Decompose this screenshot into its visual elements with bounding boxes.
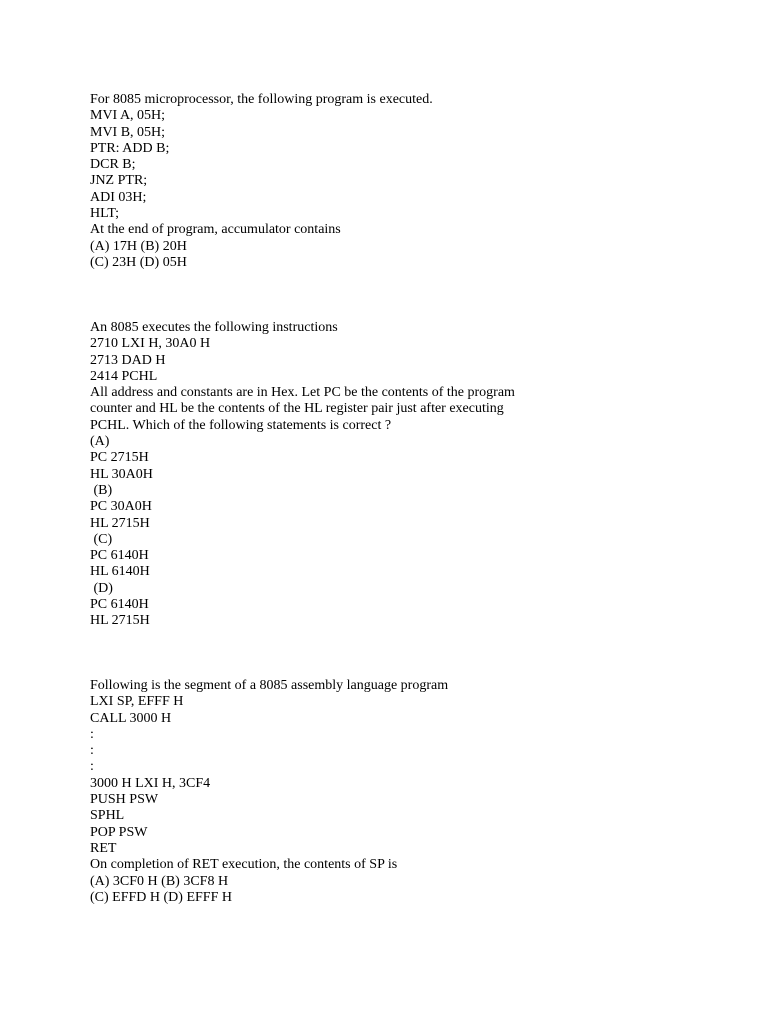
q1-line: MVI B, 05H; (90, 124, 166, 140)
q3-line: 3000 H LXI H, 3CF4 (90, 775, 211, 791)
q3-line: PUSH PSW (90, 792, 159, 808)
q1-line: At the end of program, accumulator contains (90, 222, 341, 238)
q3-ellipsis-line: : (90, 726, 94, 742)
q3-line: On completion of RET execution, the contents of SP is (90, 857, 398, 873)
q1-line: PTR: ADD B; (90, 140, 170, 156)
q3-options-line: (A) 3CF0 H (B) 3CF8 H (90, 873, 229, 889)
q1-line: For 8085 microprocessor, the following program is executed. (90, 92, 433, 107)
q1-line: MVI A, 05H; (90, 108, 166, 124)
q2-option-line: HL 30A0H (90, 466, 153, 482)
q2-option-line: HL 2715H (90, 515, 150, 531)
q2-line: PCHL. Which of the following statements is correct ? (90, 417, 392, 433)
q3-options-line: (C) EFFD H (D) EFFF H (90, 889, 232, 905)
q3-ellipsis-line: : (90, 743, 94, 759)
q2-option-line: PC 6140H (90, 548, 149, 564)
q2-line: 2710 LXI H, 30A0 H (90, 336, 211, 352)
q2-line: An 8085 executes the following instructions (90, 320, 338, 335)
q2-option-label: (B) (90, 482, 113, 498)
question-1 (90, 92, 730, 271)
q1-line: ADI 03H; (90, 189, 147, 205)
q2-option-line: PC 2715H (90, 450, 149, 466)
q2-option-label: (C) (90, 531, 113, 547)
question-2 (90, 320, 730, 630)
q2-line: counter and HL be the contents of the HL register pair just after executing (90, 401, 504, 417)
q3-line: POP PSW (90, 824, 148, 840)
q2-option-line: PC 30A0H (90, 499, 152, 515)
q1-options-line: (A) 17H (B) 20H (90, 238, 187, 254)
q2-option-line: HL 6140H (90, 564, 150, 580)
q2-line: All address and constants are in Hex. Let PC be the contents of the program (90, 385, 515, 401)
q2-line: 2713 DAD H (90, 352, 166, 368)
q2-option-label: (D) (90, 580, 113, 596)
q2-option-line: HL 2715H (90, 613, 150, 629)
q1-options-line: (C) 23H (D) 05H (90, 254, 187, 270)
q1-line: DCR B; (90, 157, 136, 173)
q2-option-line: PC 6140H (90, 597, 149, 613)
q3-line: RET (90, 840, 117, 856)
q3-line: LXI SP, EFFF H (90, 694, 184, 710)
q3-line: CALL 3000 H (90, 710, 172, 726)
q1-line: HLT; (90, 206, 120, 222)
q3-line: Following is the segment of a 8085 assembly language program (90, 678, 449, 693)
q2-line: 2414 PCHL (90, 368, 158, 384)
q2-option-label: (A) (90, 434, 110, 450)
q3-line: SPHL (90, 808, 125, 824)
question-3 (90, 678, 730, 906)
q1-line: JNZ PTR; (90, 173, 148, 189)
q3-ellipsis-line: : (90, 759, 94, 775)
